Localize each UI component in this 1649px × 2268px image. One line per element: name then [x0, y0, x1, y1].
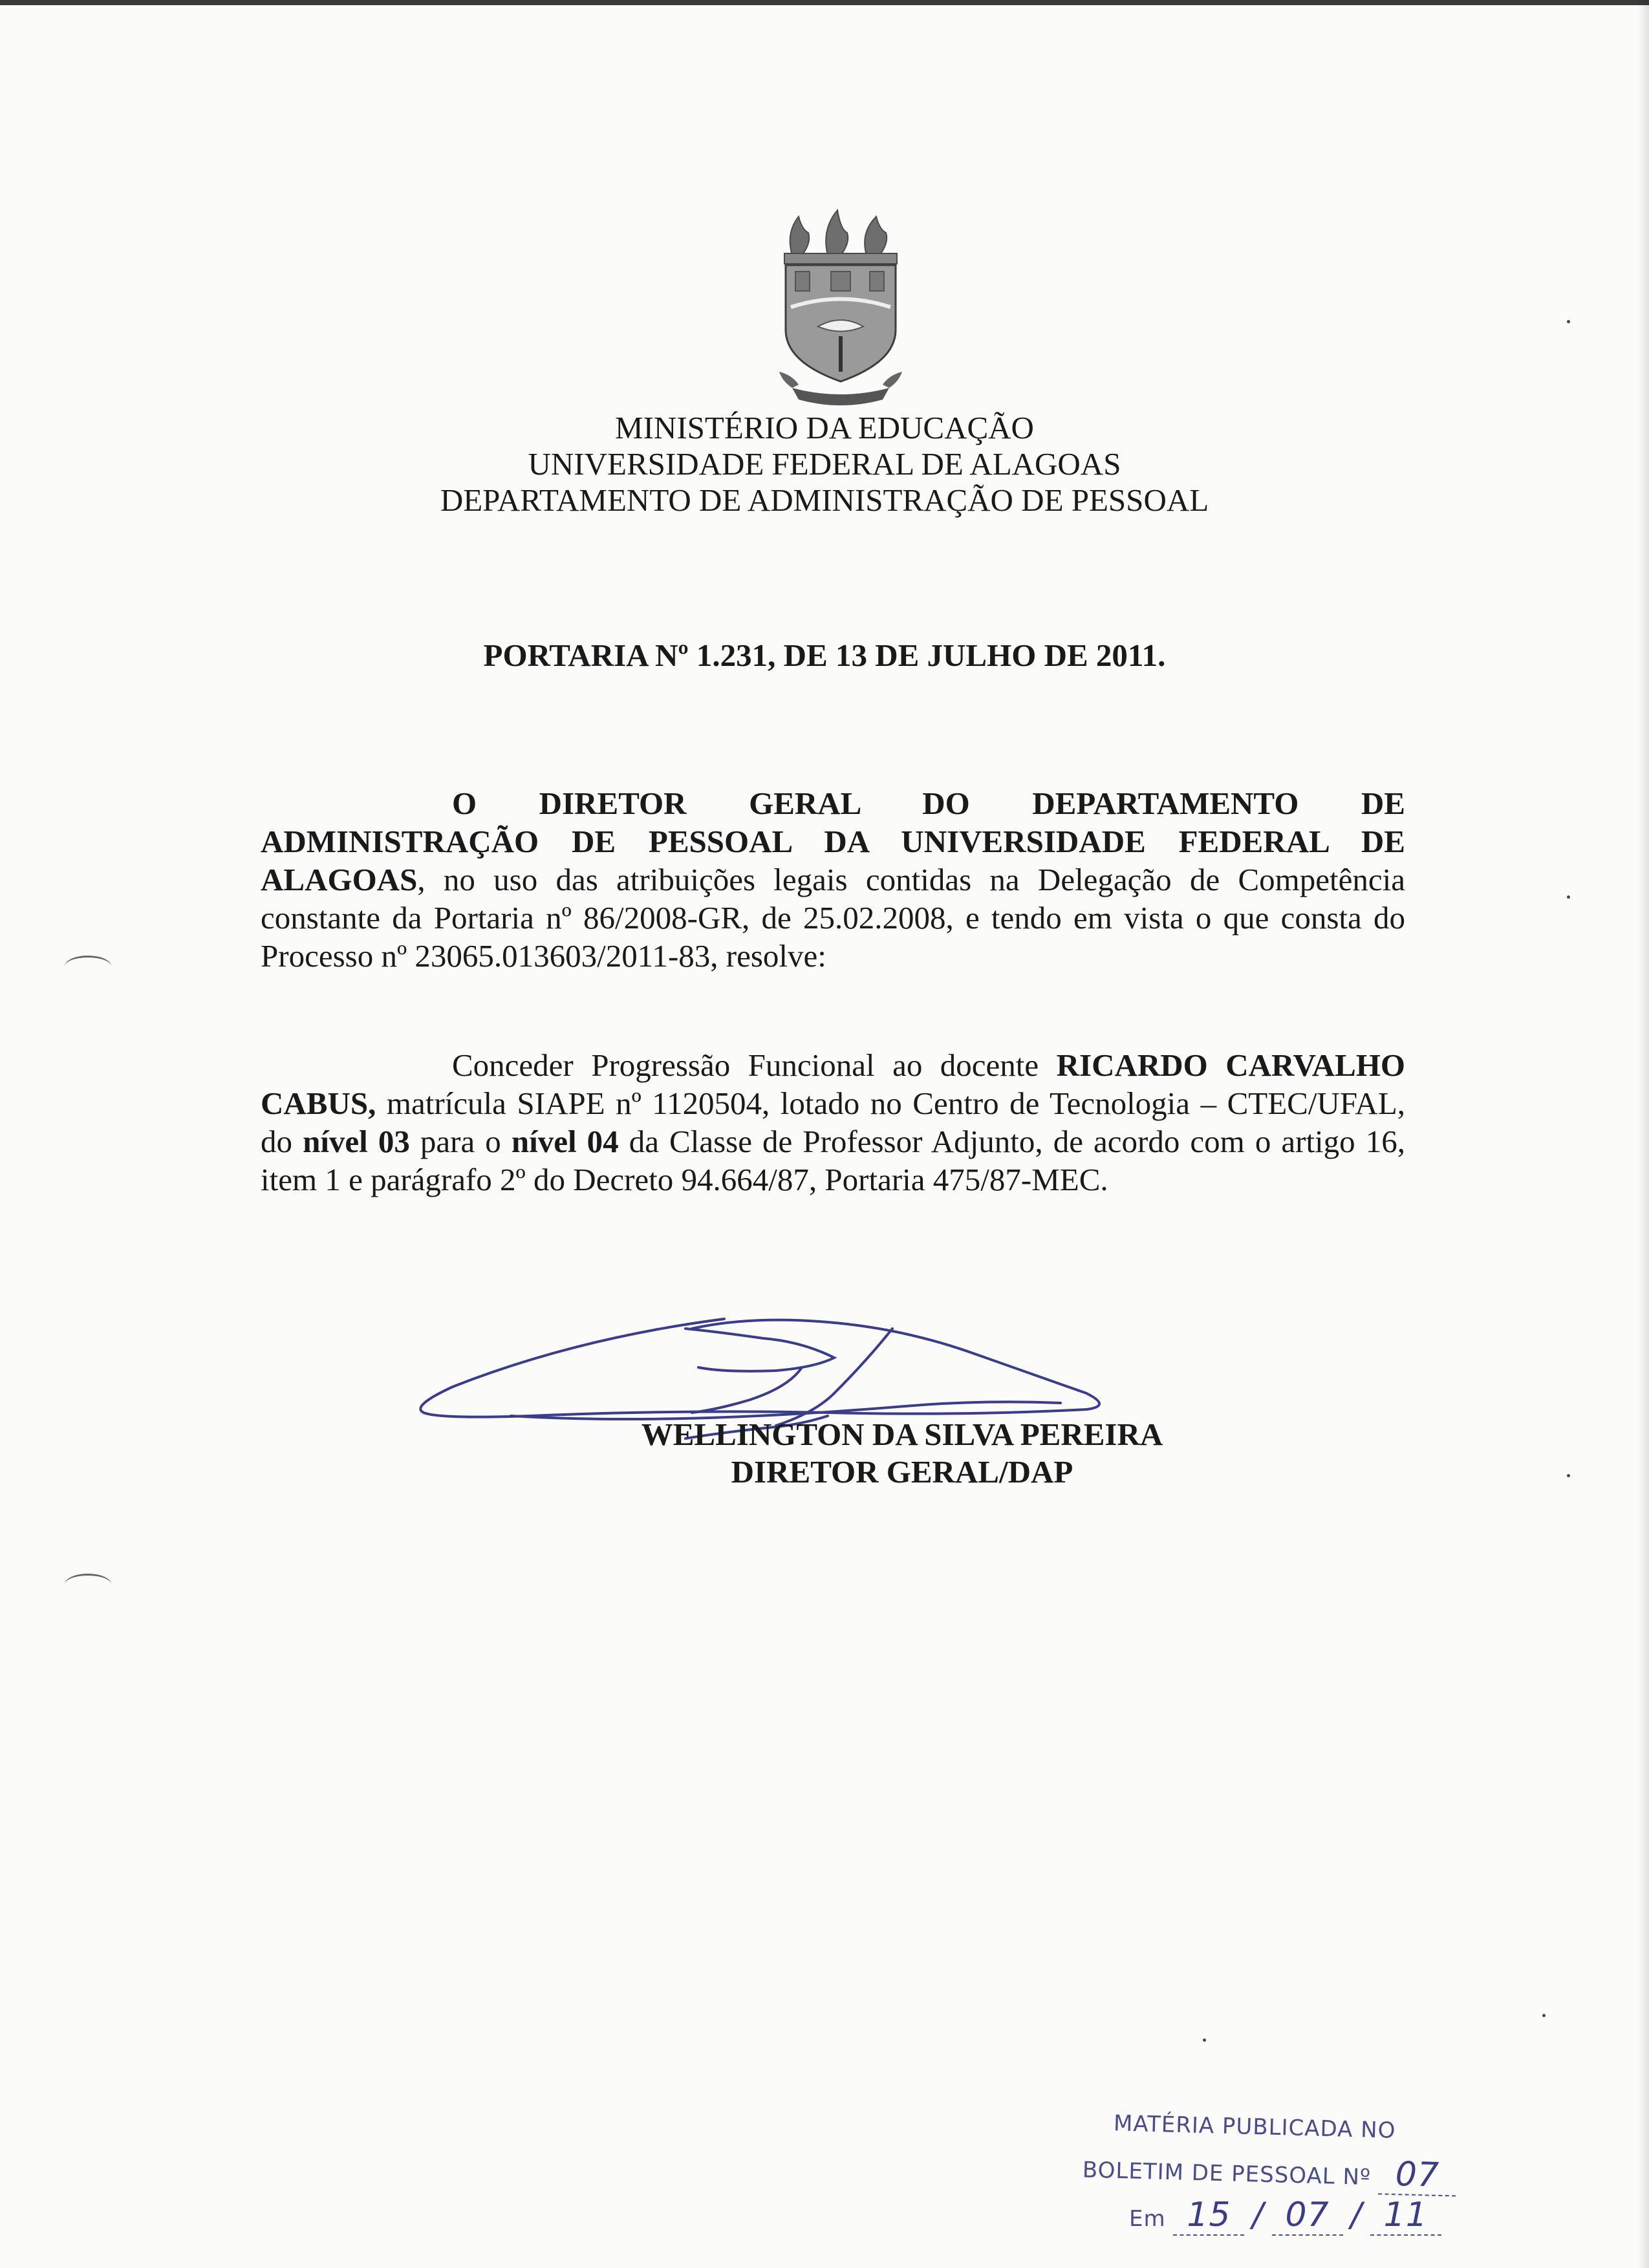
scan-speck	[1567, 895, 1570, 899]
paragraph-resolution	[261, 1046, 1405, 1199]
level-from: nível 03	[303, 1124, 410, 1159]
scan-right-edge	[1637, 0, 1649, 2268]
university-crest-icon	[773, 194, 909, 414]
docent-name: RICARDO CARVALHO CABUS,	[261, 1047, 1405, 1121]
resolution-text-2: matrícula SIAPE nº 1120504, lotado no Centro de Tecnologia – CTEC/UFAL, do	[261, 1086, 1405, 1159]
resolution-text-4: da Classe de Professor Adjunto, de acordo com o artigo 16, item 1 e parágrafo 2º do Decreto 94.664/87, Portaria 475/87-MEC.	[261, 1124, 1405, 1197]
signatory-name: WELLINGTON DA SILVA PEREIRA	[641, 1417, 1163, 1452]
scan-speck	[1567, 320, 1570, 323]
stamp-line-3: Em 15 / 07 / 11	[1129, 2196, 1441, 2236]
stamp-year: 11	[1370, 2196, 1441, 2236]
scan-speck	[1542, 2014, 1546, 2017]
scan-top-edge	[0, 0, 1649, 5]
stamp-bulletin-label: BOLETIM DE PESSOAL Nº	[1082, 2157, 1372, 2191]
stamp-day: 15	[1173, 2196, 1244, 2236]
stamp-line-2	[1082, 2146, 1456, 2196]
paragraph-preamble	[261, 784, 1405, 975]
stamp-bulletin-number: 07	[1378, 2154, 1457, 2196]
stamp-line-1: MATÉRIA PUBLICADA NO	[1113, 2110, 1396, 2144]
signatory-role: DIRETOR GERAL/DAP	[731, 1454, 1073, 1490]
level-to: nível 04	[511, 1124, 619, 1159]
page-title: PORTARIA Nº 1.231, DE 13 DE JULHO DE 2011.	[483, 637, 1166, 673]
preamble-text: , no uso das atribuições legais contidas na Delegação de Competência constante da Portaria nº 86/2008-GR, de 25.02.2008, e tendo em vista o que consta do Processo nº 23065.013603/2011-83, resolve:	[261, 862, 1405, 974]
punch-hole-mark	[65, 956, 111, 977]
resolution-text-3: para o	[409, 1124, 512, 1159]
stamp-month: 07	[1272, 2196, 1343, 2236]
resolution-text-1: Conceder Progressão Funcional ao docente	[452, 1047, 1057, 1083]
scan-speck	[1203, 2038, 1206, 2042]
header-department: DEPARTAMENTO DE ADMINISTRAÇÃO DE PESSOAL	[440, 482, 1209, 518]
scan-speck	[1567, 1474, 1570, 1477]
header-university: UNIVERSIDADE FEDERAL DE ALAGOAS	[528, 446, 1121, 482]
preamble-lead: O DIRETOR GERAL DO DEPARTAMENTO DE ADMINISTRAÇÃO DE PESSOAL DA UNIVERSIDADE FEDERAL DE ALAGOAS	[261, 786, 1405, 897]
stamp-date-prefix: Em	[1129, 2206, 1166, 2232]
header-ministry: MINISTÉRIO DA EDUCAÇÃO	[615, 410, 1034, 445]
punch-hole-mark	[65, 1574, 111, 1595]
